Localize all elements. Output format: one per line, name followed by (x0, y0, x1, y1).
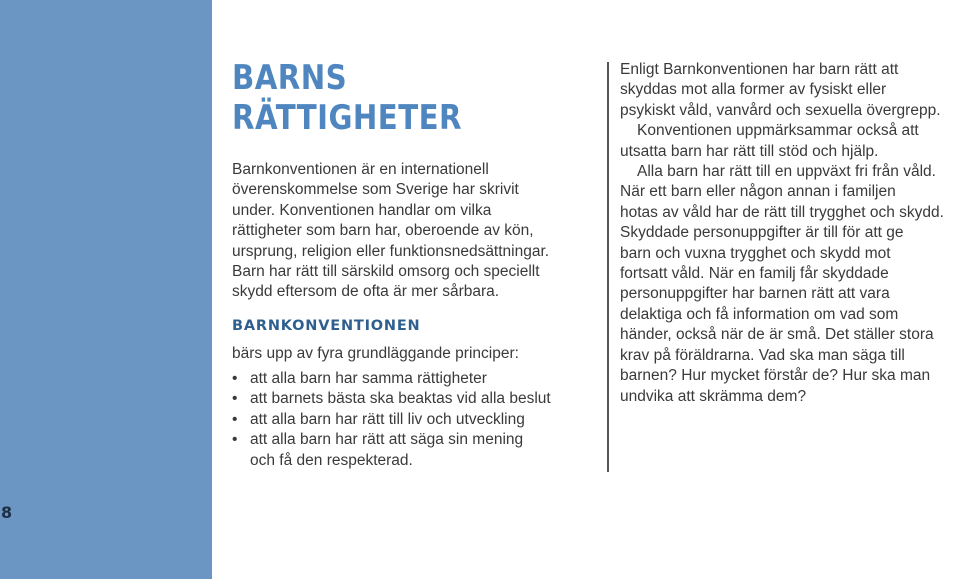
text-line: utsatta barn har rätt till stöd och hjälp. (620, 142, 879, 160)
principle-item (232, 369, 592, 389)
intro-line: överenskommelse som Sverige har skrivit (232, 181, 519, 199)
text-line: personuppgifter har barnen rätt att vara (620, 285, 890, 303)
principle-item (232, 389, 592, 409)
page-title (232, 58, 462, 138)
principle-text: att barnets bästa ska beaktas vid alla beslut (250, 390, 551, 408)
paragraph-violence-protection (620, 60, 960, 121)
text-line: Alla barn har rätt till en uppväxt fri från våld. (637, 163, 936, 181)
text-line: händer, också när de är små. Det ställer stora (620, 326, 934, 344)
column-divider (607, 62, 609, 472)
intro-line: under. Konventionen handlar om vilka (232, 201, 492, 219)
text-line: barn och vuxna trygghet och skydd mot (620, 244, 891, 262)
text-line: psykiskt våld, vanvård och sexuella övergrepp. (620, 101, 941, 119)
intro-paragraph (232, 160, 582, 303)
text-line: Enligt Barnkonventionen har barn rätt att (620, 61, 899, 78)
intro-line: Barn har rätt till särskild omsorg och speciellt (232, 263, 540, 281)
principle-text: • att alla barn har rätt att säga sin mening (250, 431, 524, 449)
intro-line: rättigheter som barn har, oberoende av kön, (232, 222, 534, 240)
intro-line: Barnkonventionen är en internationell (232, 161, 489, 178)
principle-continuation: och få den respekterad. (250, 451, 413, 469)
paragraph-protected-identity (620, 162, 960, 407)
principle-text: att alla barn har samma rättigheter (250, 370, 487, 387)
text-line: fortsatt våld. När en familj får skyddade (620, 265, 889, 283)
text-line: Konventionen uppmärksammar också att (637, 122, 919, 140)
page-title-line-1: BARNS (232, 58, 348, 98)
text-line: barnen? Hur mycket förstår de? Hur ska man (620, 367, 931, 385)
text-line: När ett barn eller någon annan i familjen (620, 183, 896, 201)
text-line: delaktiga och få information om vad som (620, 305, 899, 323)
text-line: skyddas mot alla former av fysiskt eller (620, 81, 887, 99)
principles-list (232, 369, 592, 471)
intro-line: skydd eftersom de ofta är mer sårbara. (232, 283, 500, 301)
principle-item (232, 410, 592, 430)
principle-text: att alla barn har rätt till liv och utveckling (250, 410, 525, 428)
intro-line: ursprung, religion eller funktionsnedsättningar. (232, 242, 550, 260)
text-line: Skyddade personuppgifter är till för att ge (620, 224, 904, 242)
side-color-bar (0, 0, 212, 579)
page-title-line-2: RÄTTIGHETER (232, 98, 462, 138)
text-line: undvika att skrämma dem? (620, 387, 807, 405)
principle-item (232, 430, 592, 471)
right-column (620, 60, 960, 407)
paragraph-support (620, 121, 960, 162)
section-subtext: bärs upp av fyra grundläggande principer: (232, 345, 519, 362)
text-line: krav på föräldrarna. Vad ska man säga till (620, 346, 905, 364)
text-line: hotas av våld har de rätt till trygghet och skydd. (620, 203, 944, 221)
section-heading: BARNKONVENTIONEN (232, 318, 421, 334)
page-number: 8 (1, 503, 13, 522)
